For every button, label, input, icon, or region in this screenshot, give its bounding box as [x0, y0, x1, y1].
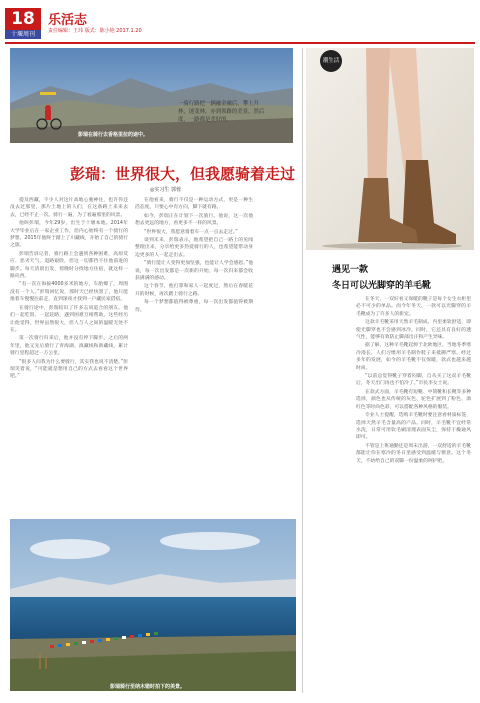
byline: ◎实习生 郭蓉: [150, 187, 181, 193]
paragraph: 专业人士提醒，选购羊毛靴时要注意看材质标签，选择天然羊毛含量高的产品。同时，羊毛靴不宜经常水洗，日常可用软毛刷清理表面灰尘，保持干燥通风即可。: [356, 413, 471, 441]
paragraph: 在他看来，骑行不仅是一种运动方式，更是一种生活态度。只要心中有方向，脚下就有路。: [135, 198, 253, 211]
paragraph: “很多人问我为什么要骑行，其实我也说不清楚。”彭瑞笑着说，“可能就是想用自己的方式去看看这个世界吧。”: [10, 359, 128, 380]
column-divider: [302, 48, 303, 693]
paragraph: 不管是上班通勤还是周末出游，一双舒适的羊毛靴都能让你在寒冷的冬日里感受到温暖与惬意。这个冬天，不妨给自己的双脚一份温柔的呵护吧。: [356, 443, 471, 464]
article-title-line-2: 冬日可以光脚穿的羊毛靴: [332, 281, 432, 291]
paragraph: 他叫彭瑞，今年29岁，出生于十堰本地。2014年大学毕业后在一家企业工作，但内心始终有一个骑行的梦想。2015年他终于踏上了川藏线，开始了自己的骑行之旅。: [10, 221, 128, 249]
paragraph: 在款式方面，羊毛靴有短靴、中筒靴和长靴等多种选择，颜色也从传统的灰色、驼色扩展到了粉色、酒红色等时尚色彩，可以搭配各种风格的服装。: [356, 389, 471, 410]
article-title: 彭瑞：世界很大，但我愿骑着走过: [70, 165, 296, 183]
article-title-line-1: 遇见一款: [332, 265, 369, 275]
verse-line: 一骑行路把一辆融金融后，攀上升: [178, 101, 259, 107]
article-column-2: [135, 197, 253, 457]
intro-verse: [178, 100, 298, 124]
section-badge: 潮生活: [320, 50, 342, 72]
paragraph: “有一次在海拔4000多米的地方，车胎爆了，周围没有一个人。”彭瑞回忆说，那时天已经快黑了，他只能推着车慢慢往前走，直到深夜才找到一户藏民家借宿。: [10, 282, 128, 303]
paragraph: 这个春节，他打算和家人一起度过，然后在春暖花开的时候，再次踏上骑行之路。: [135, 284, 253, 297]
boots-photo: [306, 48, 474, 250]
paragraph: “世界很大，我愿意骑着车一点一点去走过。”: [144, 229, 238, 235]
paragraph: 在骑行途中，彭瑞结识了许多志同道合的朋友。他们一起吃饭、一起赶路，遇到困难互相帮助。这些经历让他觉得，世界虽然很大，但人与人之间的温暖无处不在。: [10, 305, 128, 333]
paragraph: 第一次骑行归来后，他并没有停下脚步。之后的两年里，他又先后骑行了青海湖、滇藏线和新藏线，累计骑行里程超过一万公里。: [10, 336, 128, 357]
page-number: 18: [5, 8, 41, 30]
verse-line: 度，一路都是美好的。: [178, 117, 232, 123]
section-title: 乐活志: [48, 13, 88, 28]
paragraph: 据了解，这种羊毛靴起源于北欧地区，当地冬季寒冷漫长，人们习惯用羊毛制作鞋子来抵御严寒。经过多年的发展，如今的羊毛靴不仅保暖，款式也越来越时尚。: [356, 343, 471, 371]
photo-caption: 彭瑞在骑行去香格里拉的途中。: [78, 132, 149, 138]
paragraph: “以前总觉得靴子穿着闷脚，自从买了这双羊毛靴后，冬天出门再也不怕冷了。”市民李女士说。: [356, 374, 471, 387]
verse-line: 林，迷变林，亦到领路的美景，然后: [178, 109, 265, 115]
paragraph: 彭瑞告诉记者，骑行路上会遇到各种困难，高原反应、恶劣天气、道路艰险，但这一切都挡不住他前进的脚步。每天清晨出发，傍晚时分找地方住宿，就这样一路向西。: [10, 251, 128, 280]
page-label: 十堰周刊: [5, 30, 41, 39]
paragraph: 这款羊毛靴采用天然羊毛制成，内里柔软舒适，即使光脚穿也不会感到冰冷。同时，它还具有良好的透气性，能够有效防止脚部出汗和产生异味。: [356, 320, 471, 341]
paragraph: 在冬天，一双好看又保暖的靴子是每个女生衣柜里必不可少的单品。而今年冬天，一款可以光脚穿的羊毛靴成为了许多人的新宠。: [356, 297, 471, 317]
editor-credits: 责任编辑：王玮 版式：陈小艳 2017.1.20: [48, 28, 142, 34]
article-column-3: [356, 296, 471, 692]
paragraph: 谈到未来，彭瑞表示，他希望把自己一路上的见闻整理出来，分享给更多热爱骑行的人，也希望能带动身边更多的人一起走出去。: [135, 238, 253, 258]
photo-caption: 彭瑞骑行至纳木错时拍下的美景。: [110, 684, 186, 690]
lake-photo: [10, 519, 296, 691]
paragraph: 提及西藏，不少人对这片高地心驰神往，也许你还没去过那里，那片土地上的人们，在这条路上来来去去，已经不止一次。骑行一遍，为了看遍那里的风景。: [10, 198, 128, 218]
cyclist-photo: [10, 48, 293, 143]
paragraph: 每一个梦想都值得被尊重，每一次出发都值得被期待。: [135, 300, 253, 313]
paragraph: 如今，彭瑞正在计划下一次旅行。他说，这一次他想去更远的地方，看更多不一样的风景。: [135, 213, 253, 227]
header-divider: [5, 42, 475, 44]
article-column-1: [10, 197, 128, 515]
paragraph: “骑行能让人变得更加坚强，也能让人学会感恩。”他说，每一次出发都是一次新的开始，每一次归来都会收获满满的感动。: [135, 261, 253, 282]
